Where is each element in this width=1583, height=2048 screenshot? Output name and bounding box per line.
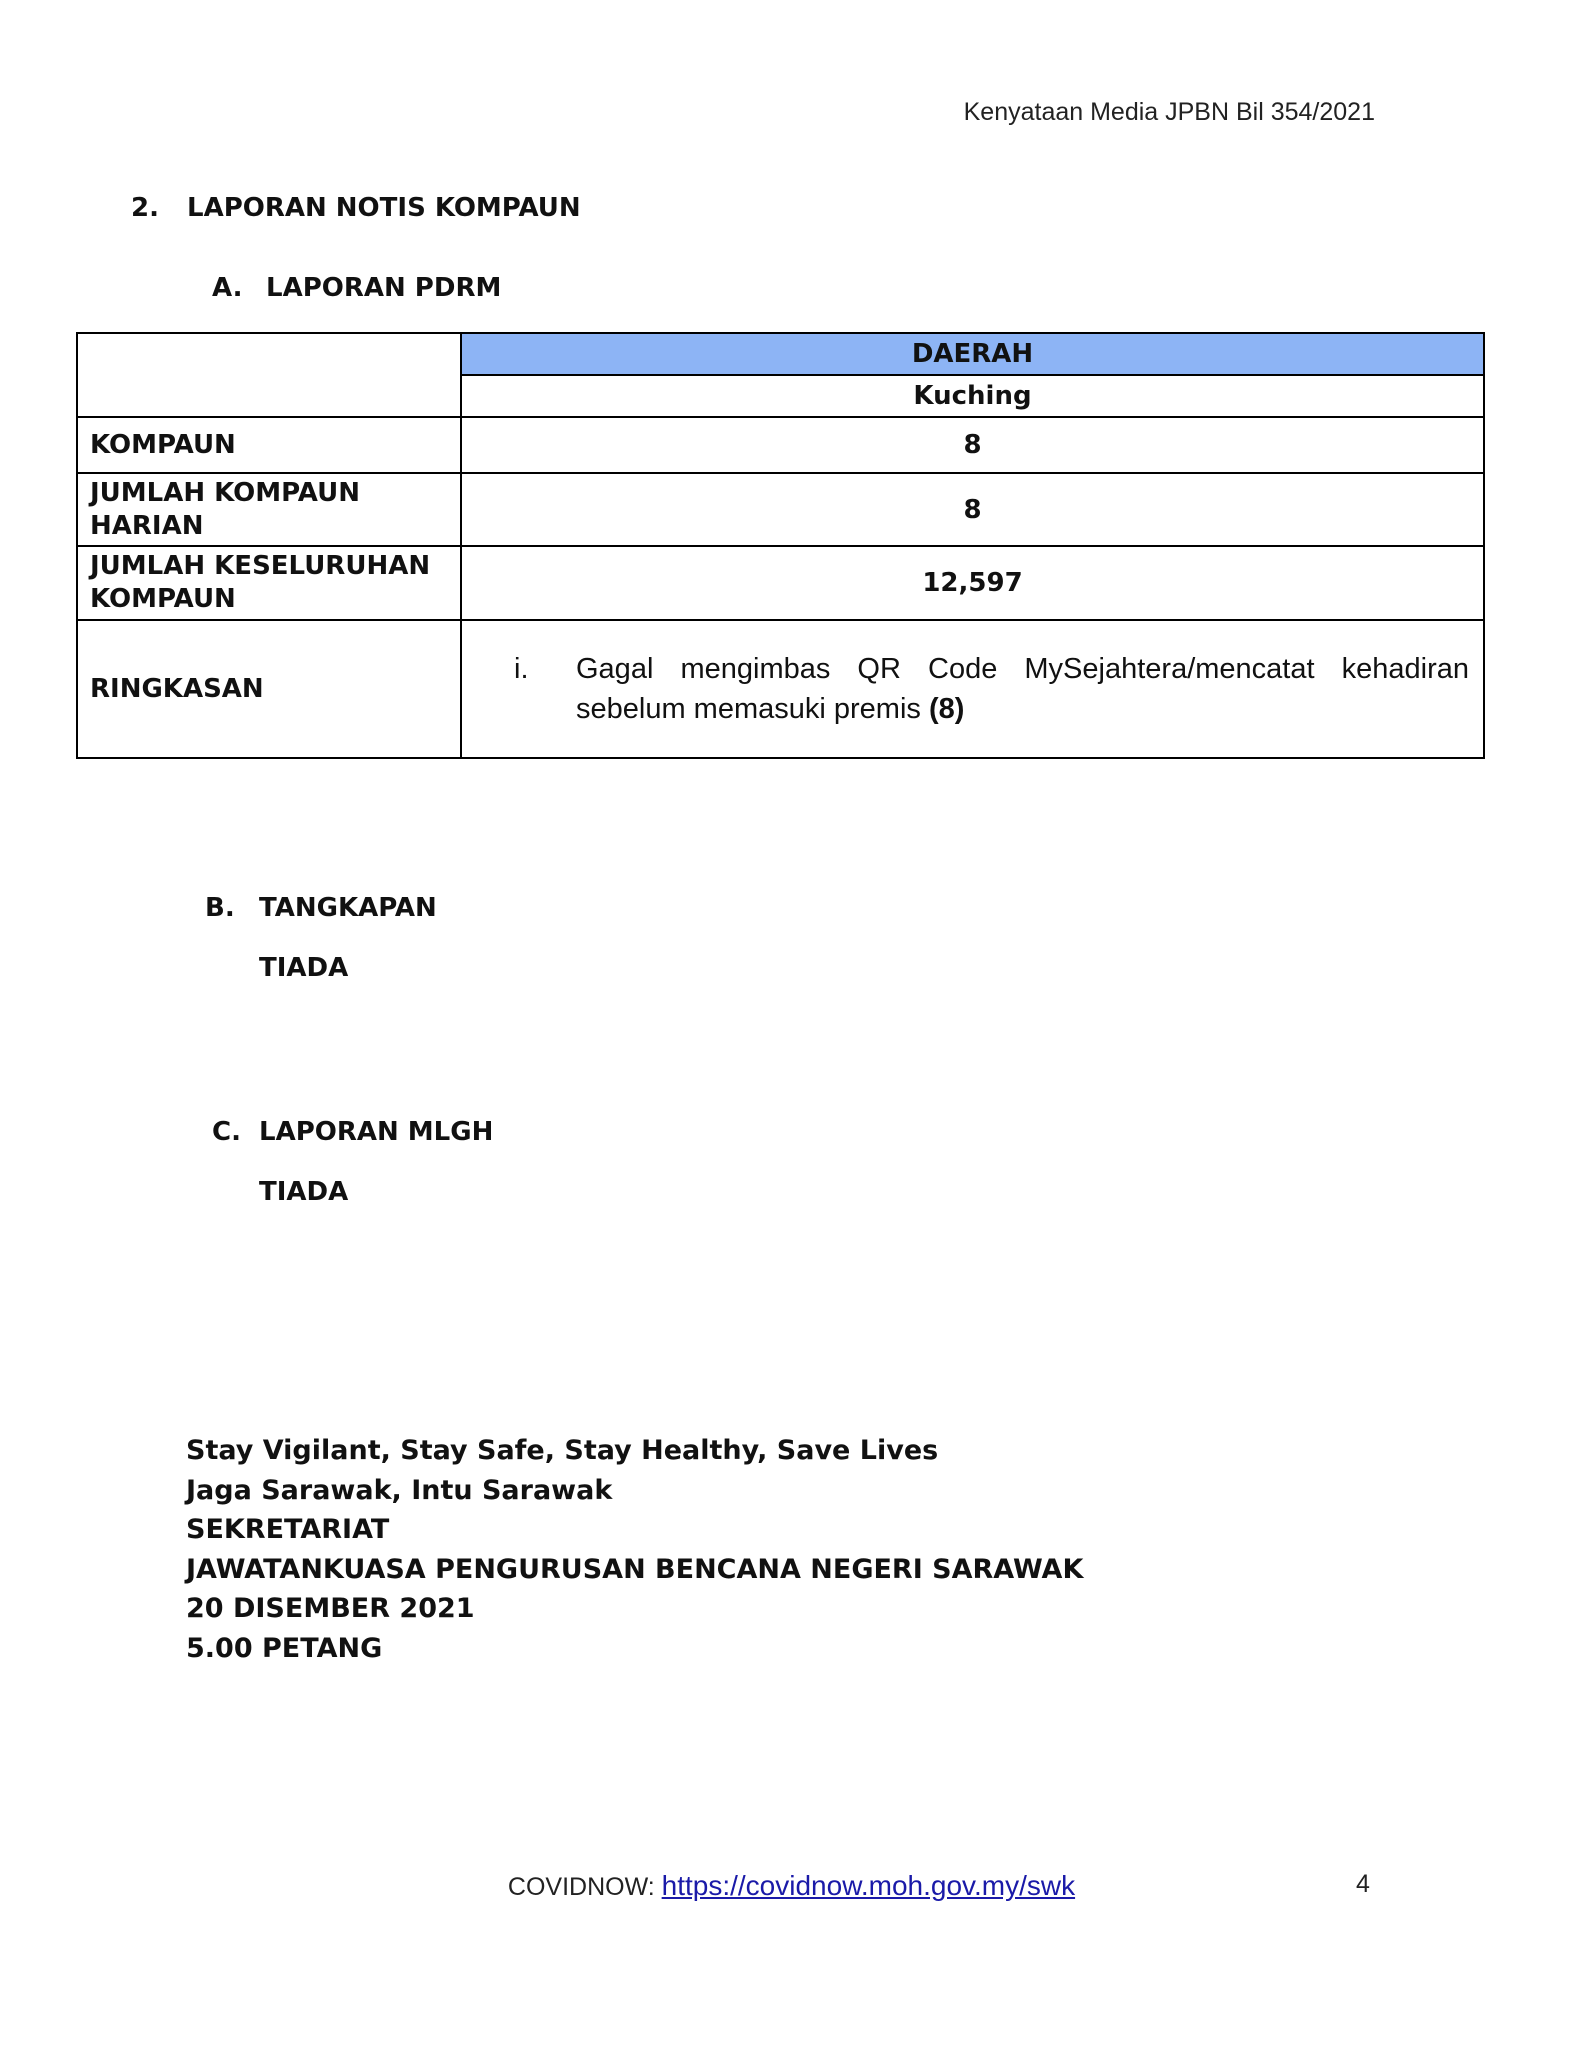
summary-cell <box>461 620 1484 758</box>
table-row <box>77 546 1484 620</box>
subsection-c-title <box>212 1117 493 1147</box>
closing-line: SEKRETARIAT <box>186 1514 390 1545</box>
subsection-a-text: LAPORAN PDRM <box>266 273 502 303</box>
row-value: 8 <box>461 417 1484 473</box>
closing-line: Stay Vigilant, Stay Safe, Stay Healthy, Save Lives <box>186 1435 939 1466</box>
table-group-header: DAERAH <box>461 333 1484 375</box>
covidnow-link[interactable]: https://covidnow.moh.gov.my/swk <box>661 1870 1076 1901</box>
subsection-a-title <box>212 273 501 303</box>
document-reference: Kenyataan Media JPBN Bil 354/2021 <box>963 98 1375 126</box>
table-corner-cell <box>77 333 461 417</box>
summary-item-text <box>576 649 1469 729</box>
subsection-b-content: TIADA <box>259 953 349 983</box>
table-row <box>77 473 1484 546</box>
section-title-text: LAPORAN NOTIS KOMPAUN <box>187 193 581 223</box>
subsection-c-content: TIADA <box>259 1177 349 1207</box>
subsection-b-title <box>205 893 437 923</box>
row-label: JUMLAH KESELURUHAN KOMPAUN <box>77 546 461 620</box>
summary-list-item <box>474 621 1471 757</box>
row-label: JUMLAH KOMPAUN HARIAN <box>77 473 461 546</box>
summary-label: RINGKASAN <box>77 620 461 758</box>
footer-label: COVIDNOW: <box>507 1873 662 1901</box>
closing-line: 5.00 PETANG <box>186 1632 383 1664</box>
compound-report-table <box>76 332 1485 759</box>
subsection-c-letter: C. <box>212 1117 241 1147</box>
section-title <box>131 193 581 223</box>
closing-line: 20 DISEMBER 2021 <box>186 1593 475 1624</box>
row-value: 12,597 <box>461 546 1484 620</box>
subsection-a-letter: A. <box>212 273 243 303</box>
summary-item-description: Gagal mengimbas QR Code MySejahtera/mencatat kehadiran sebelum memasuki premis <box>576 653 1469 725</box>
subsection-b-text: TANGKAPAN <box>259 893 437 923</box>
closing-block <box>186 1431 1083 1668</box>
closing-line: JAWATANKUASA PENGURUSAN BENCANA NEGERI SARAWAK <box>186 1553 1084 1585</box>
table-district-header: Kuching <box>461 375 1484 417</box>
footer <box>0 1870 1583 1902</box>
table-row <box>77 417 1484 473</box>
closing-line: Jaga Sarawak, Intu Sarawak <box>186 1474 613 1506</box>
subsection-c-text: LAPORAN MLGH <box>259 1117 494 1147</box>
subsection-b-letter: B. <box>205 893 235 923</box>
page-number: 4 <box>1356 1870 1370 1898</box>
section-number: 2. <box>131 193 159 223</box>
summary-item-marker: i. <box>514 653 529 685</box>
row-value: 8 <box>461 473 1484 546</box>
summary-item-count: (8) <box>928 693 965 725</box>
table-row-summary <box>77 620 1484 758</box>
row-label: KOMPAUN <box>77 417 461 473</box>
